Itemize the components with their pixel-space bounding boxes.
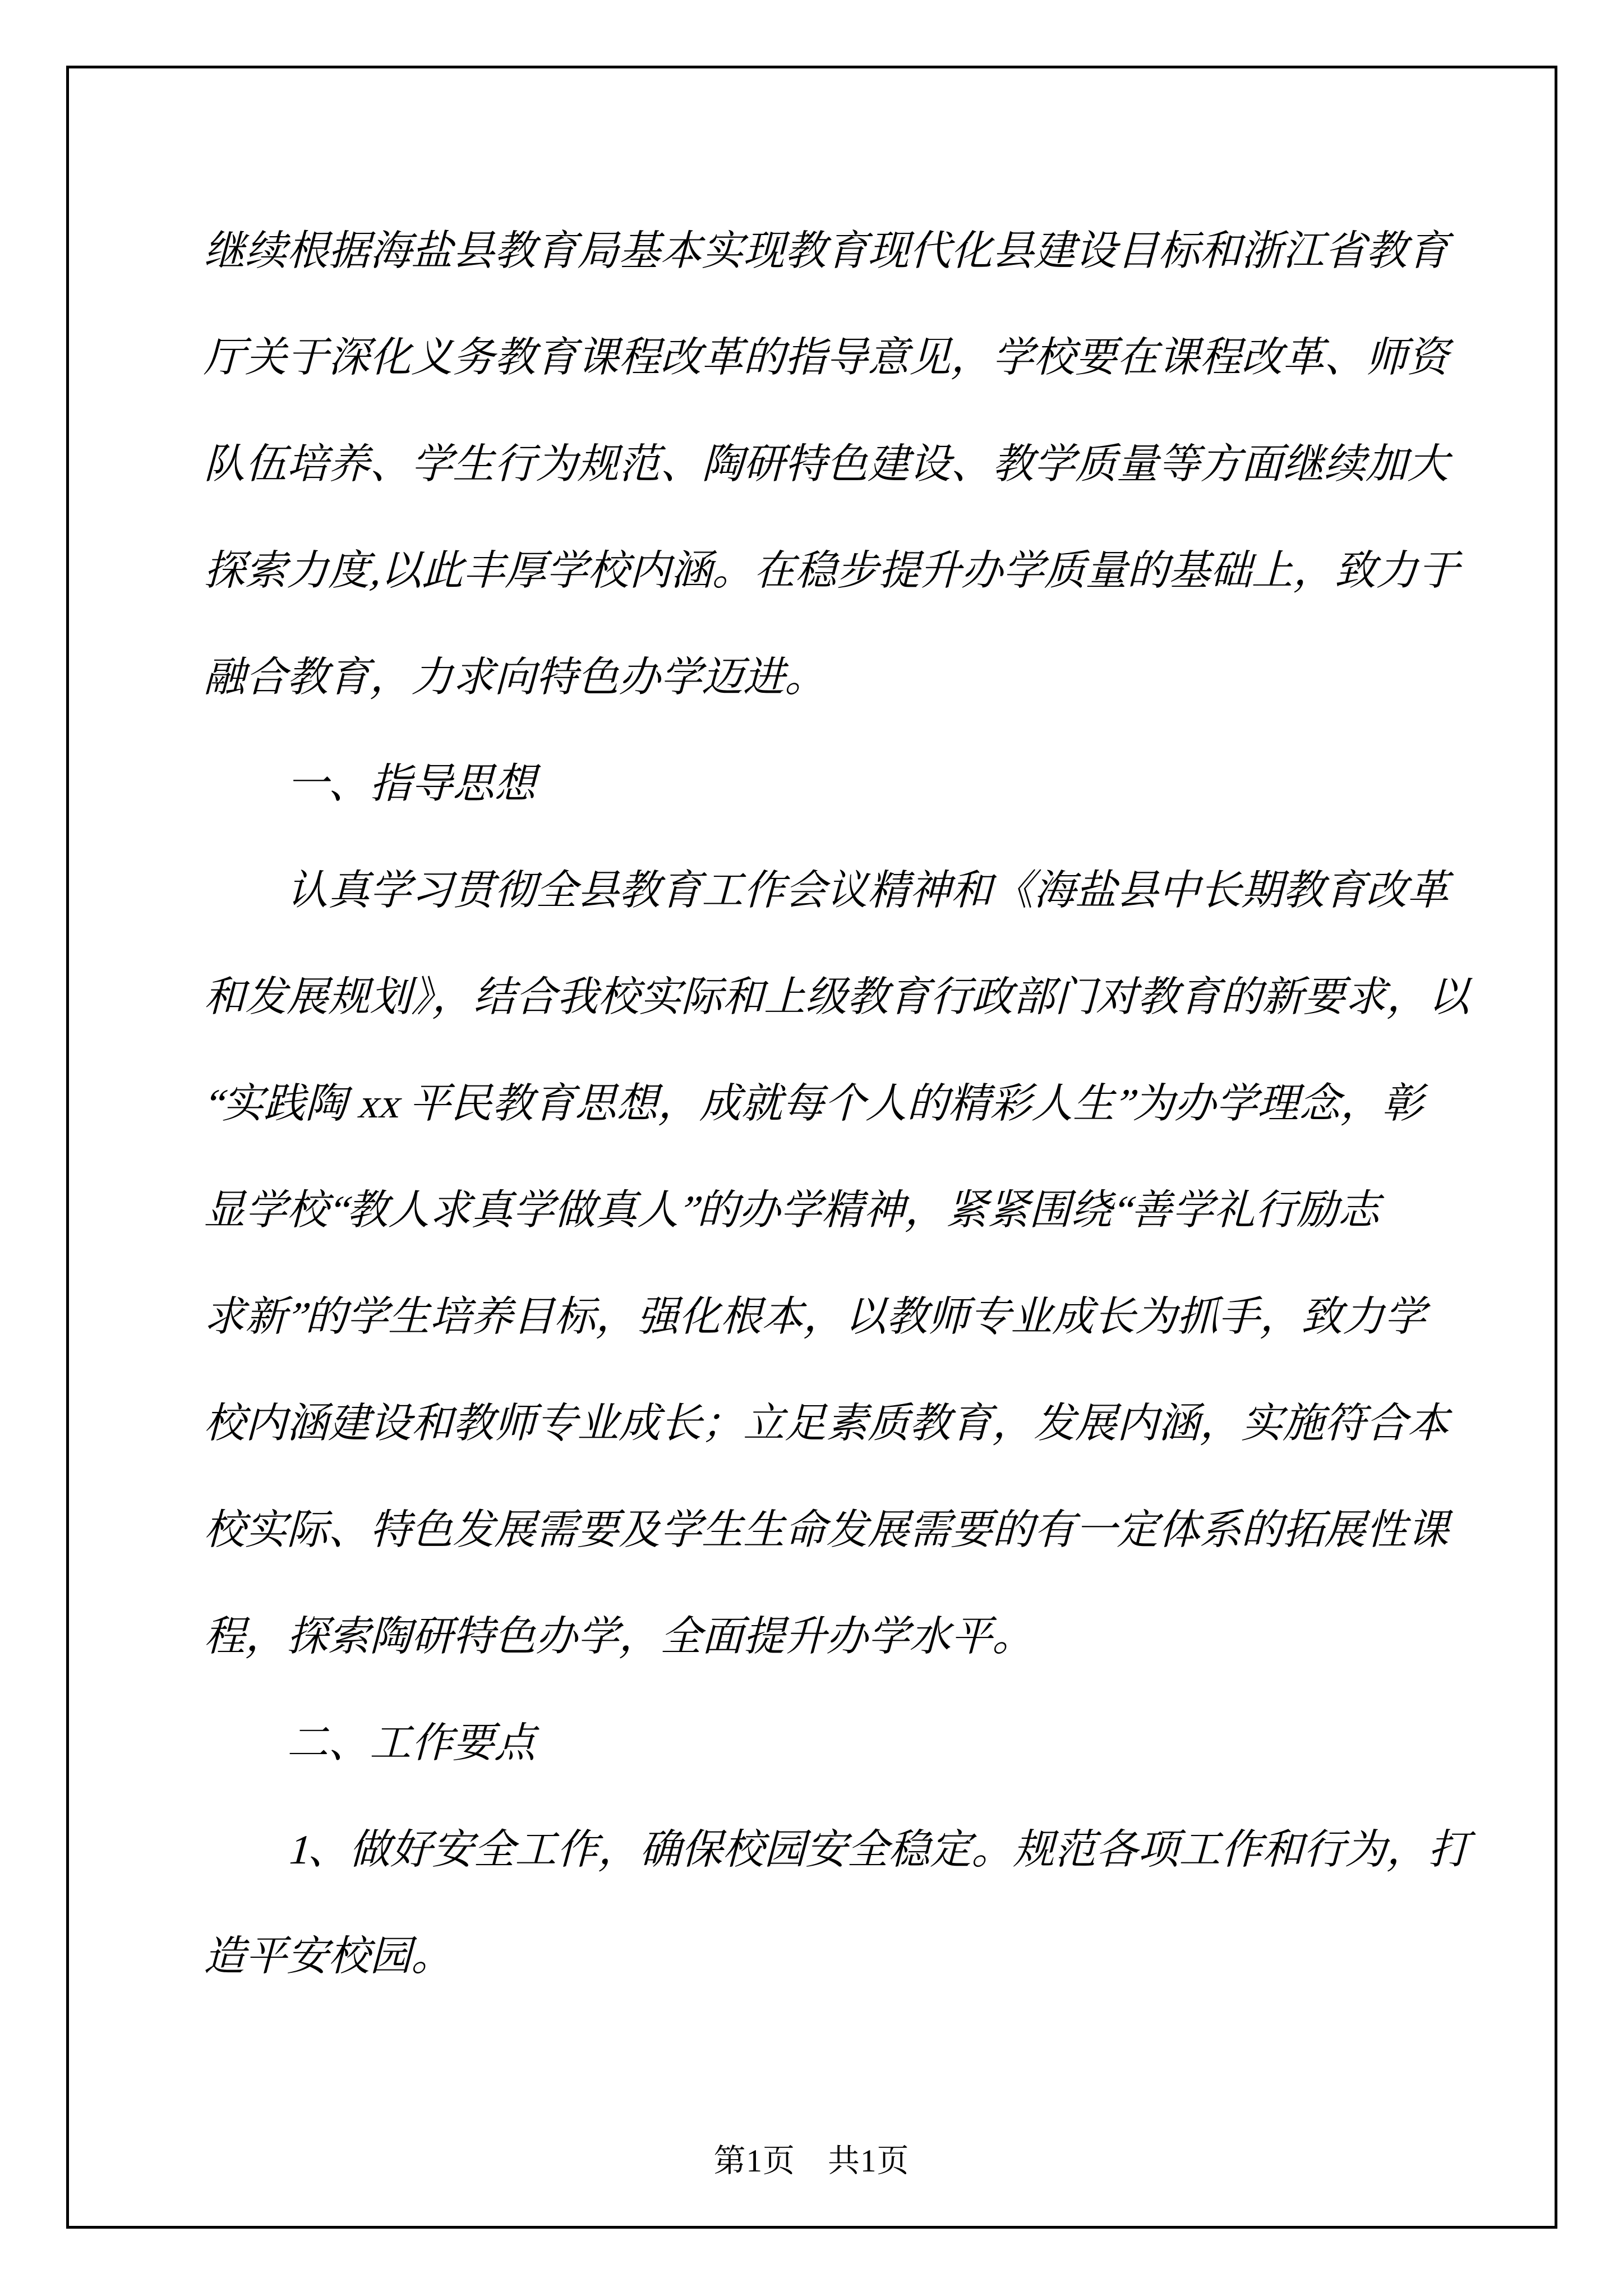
- text-line: 显学校“教人求真学做真人”的办学精神，紧紧围绕“善学礼行励志: [201, 1188, 1389, 1234]
- text-line: 校实际、特色发展需要及学生生命发展需要的有一定体系的拓展性课: [201, 1507, 1459, 1553]
- page-footer: 第1页 共1页: [713, 2143, 910, 2179]
- text-line: 程，探索陶研特色办学，全面提升办学水平。: [201, 1614, 1044, 1660]
- section-heading: 一、指导思想: [284, 761, 546, 807]
- text-line: 厅关于深化义务教育课程改革的指导意见，学校要在课程改革、师资: [201, 335, 1459, 381]
- text-line: 造平安校园。: [201, 1934, 463, 1980]
- text-line: 和发展规划》，结合我校实际和上级教育行政部门对教育的新要求，以: [201, 974, 1479, 1020]
- text-line: 1、做好安全工作，确保校园安全稳定。规范各项工作和行为，打: [284, 1827, 1479, 1873]
- text-line: “实践陶 xx 平民教育思想，成就每个人的精彩人生”为办学理念，彰: [201, 1081, 1433, 1127]
- text-line: 融合教育，力求向特色办学迈进。: [201, 655, 836, 701]
- section-heading: 二、工作要点: [284, 1720, 546, 1766]
- text-line: 认真学习贯彻全县教育工作会议精神和《海盐县中长期教育改革: [284, 868, 1459, 914]
- text-line: 继续根据海盐县教育局基本实现教育现代化县建设目标和浙江省教育: [201, 228, 1459, 274]
- text-line: 校内涵建设和教师专业成长；立足素质教育，发展内涵，实施符合本: [201, 1401, 1459, 1447]
- text-line: 队伍培养、学生行为规范、陶研特色建设、教学质量等方面继续加大: [201, 441, 1459, 487]
- text-line: 求新”的学生培养目标，强化根本，以教师专业成长为抓手，致力学: [201, 1294, 1436, 1340]
- document-body: [193, 198, 1479, 2010]
- text-line: 探索力度,以此丰厚学校内涵。在稳步提升办学质量的基础上，致力于: [201, 548, 1469, 594]
